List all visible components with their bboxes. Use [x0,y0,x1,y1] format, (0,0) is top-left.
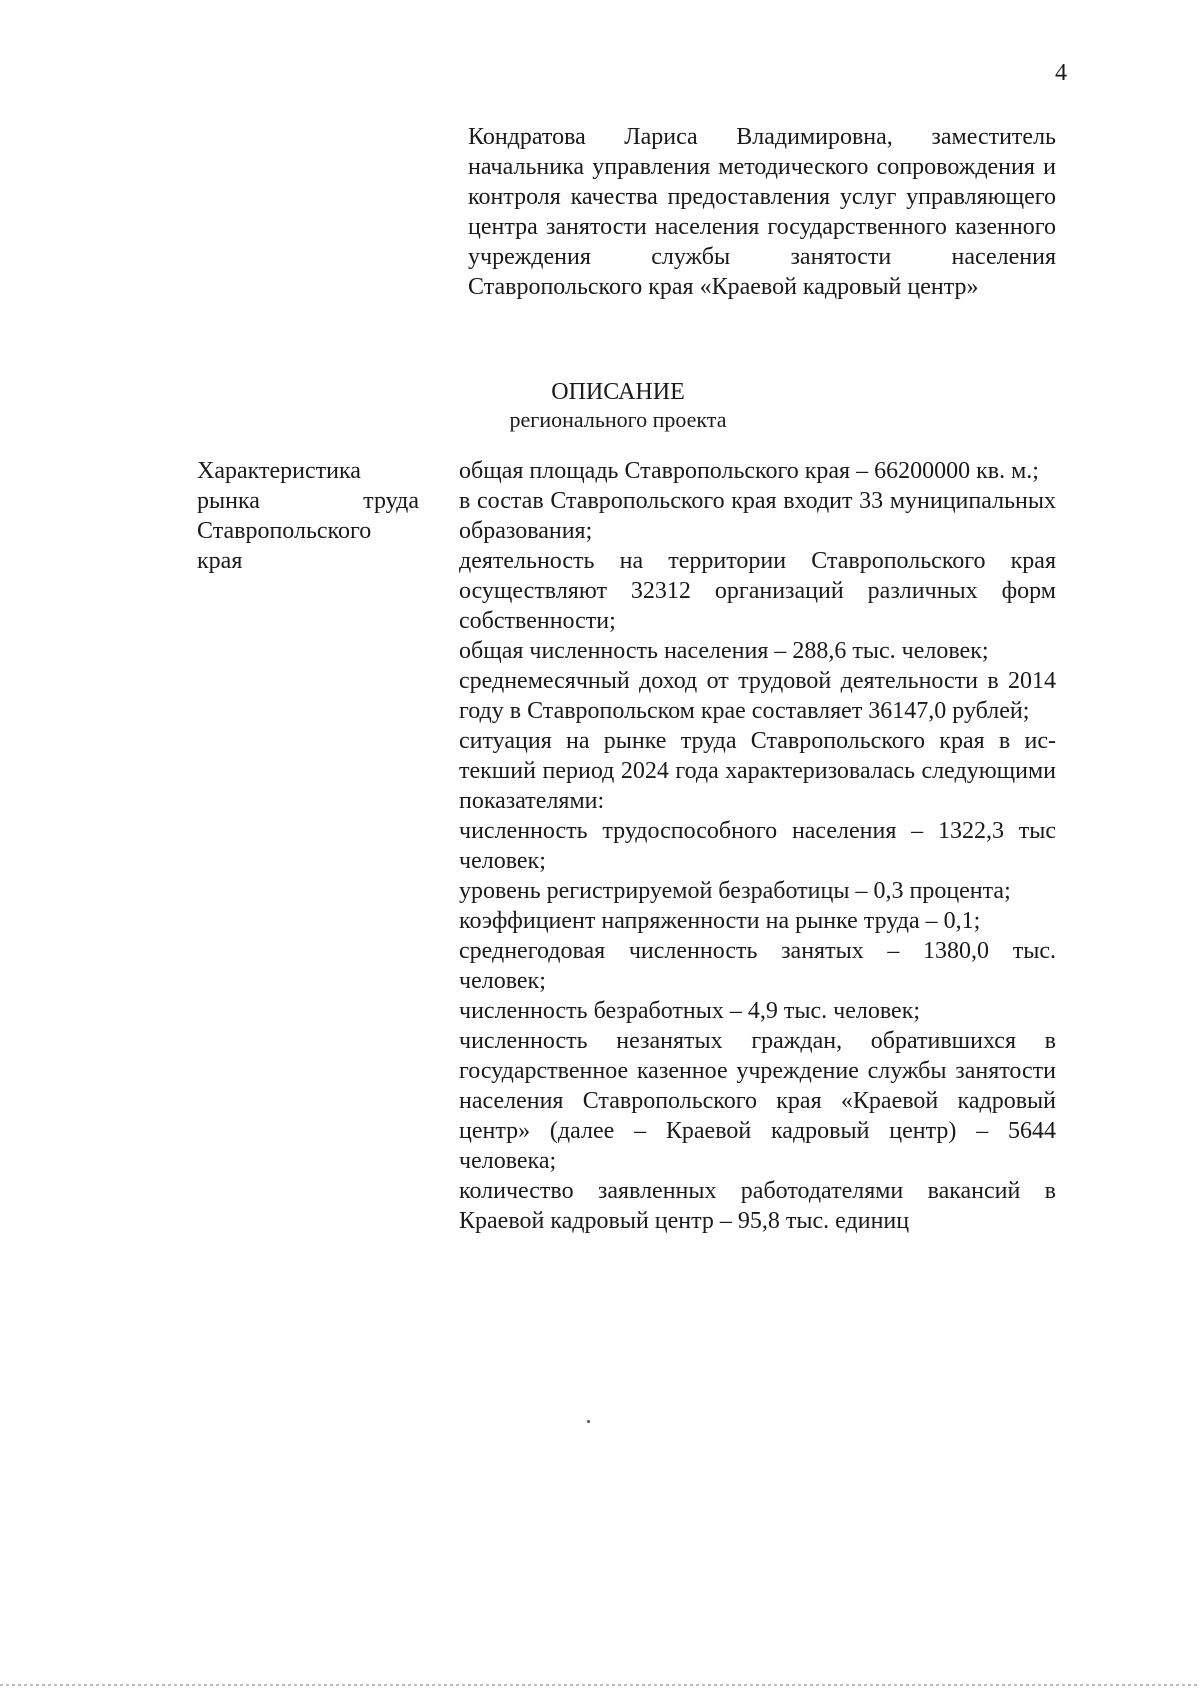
row-content [459,456,1056,1236]
content-item: общая площадь Ставропольского края – 66200000 кв. м.; [459,458,1039,484]
content-item: общая численность населения – 288,6 тыс. человек; [459,638,989,664]
content-item: уровень регистрируемой безработицы – 0,3 процента; [459,878,1011,904]
content-item: ситуация на рынке труда Ставропольского края в истекший период 2024 года характеризовалась следующими показателями: [459,728,1056,814]
heading-subtitle: регионального проекта [509,407,727,432]
content-item: деятельность на территории Ставропольского края осуществляют 32312 организаций различных форм собственности; [459,548,1056,634]
content-item: среднегодовая численность занятых – 1380,0 тыс. человек; [459,938,1056,994]
content-item: среднемесячный доход от трудовой деятельности в 2014 году в Ставропольском крае составляет 36147,0 рублей; [459,668,1056,724]
page-number: 4 [1055,60,1067,86]
signatory-block: Кондратова Лариса Владимировна, заместитель начальника управления методического сопровождения и контроля качества предоставления услуг управляющего центра занятости населения государственного казенного учреждения службы занятости населения Ставропольского края «Краевой кадровый центр» [468,124,1056,300]
content-item: коэффициент напряженности на рынке труда – 0,1; [459,908,981,934]
section-heading [468,378,768,434]
content-item: численность трудоспособного населения – 1322,3 тыс человек; [459,818,1056,874]
heading-title: ОПИСАНИЕ [551,379,685,405]
content-item: количество заявленных работодателями вакансий в Краевой кадровый центр – 95,8 тыс. единиц [459,1178,1056,1234]
scan-edge-line [0,1684,1200,1686]
content-item: численность незанятых граждан, обратившихся в государственное казенное учреждение службы занятости населения Ставропольского края «Краевой кадровый центр» (далее – Краевой кадровый центр) – 5644 человека; [459,1028,1056,1174]
row-label: Характеристика рынка труда Ставропольского края [197,458,419,574]
content-item: численность безработных – 4,9 тыс. человек; [459,998,921,1024]
scan-speck [587,1420,590,1423]
content-item: в состав Ставропольского края входит 33 муниципальных образования; [459,488,1056,544]
